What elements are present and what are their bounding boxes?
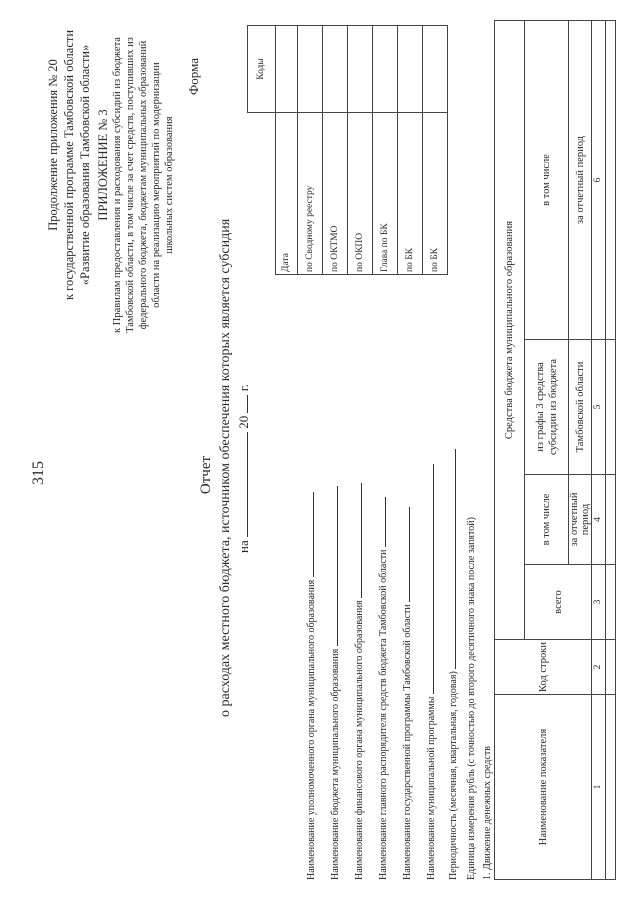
codes-value[interactable]	[323, 26, 348, 113]
field-main-manager: Наименование главного распорядителя средств бюджета Тамбовской области	[378, 300, 389, 880]
date-prefix: на	[236, 540, 251, 553]
col-number: 5	[592, 340, 606, 475]
appendix-line4: ПРИЛОЖЕНИЕ № 3	[96, 109, 110, 221]
appendix-line2: к государственной программе Тамбовской области	[62, 29, 76, 301]
codes-value[interactable]	[398, 26, 423, 113]
field-underline[interactable]	[337, 486, 338, 646]
field-underline[interactable]	[409, 507, 410, 602]
main-table	[494, 20, 616, 880]
codes-row-bk2: по БК	[423, 113, 448, 275]
appendix-line1: Продолжение приложения № 20	[46, 59, 60, 231]
table-row[interactable]	[606, 475, 616, 565]
section-title: 1. Движение денежных средств	[482, 746, 493, 880]
report-title: Отчет	[198, 455, 214, 495]
date-mid: 20	[236, 415, 251, 429]
codes-row-date: Дата	[276, 113, 298, 275]
codes-header: Коды	[248, 26, 276, 113]
codes-value[interactable]	[298, 26, 323, 113]
table-row[interactable]	[606, 340, 616, 475]
field-underline[interactable]	[313, 492, 314, 577]
codes-value[interactable]	[373, 26, 398, 113]
rules-line2: Тамбовской области, в том числе за счет средств, поступивших из	[125, 37, 136, 333]
form-label: Форма	[186, 58, 201, 95]
field-authorized-organ: Наименование уполномоченного органа муниципального образования	[306, 300, 317, 880]
col-number: 6	[592, 21, 606, 340]
field-budget: Наименование бюджета муниципального образования	[330, 300, 341, 880]
col-number: 1	[592, 695, 606, 880]
sub-period-a: за отчетный период	[569, 475, 592, 565]
page-number: 315	[30, 461, 47, 485]
rules-line4: области на реализацию мероприятий по модернизации	[151, 62, 162, 308]
rules-line5: школьных систем образования	[164, 116, 175, 254]
sub-region: Тамбовской области	[569, 340, 592, 475]
field-municipal-program: Наименование муниципальной программы	[426, 300, 437, 880]
field-underline[interactable]	[361, 483, 362, 598]
field-underline[interactable]	[385, 497, 386, 547]
table-row[interactable]	[606, 565, 616, 640]
col-incl-b: в том числе	[525, 21, 569, 340]
field-underline[interactable]	[455, 449, 456, 669]
field-underline[interactable]	[433, 464, 434, 694]
table-row[interactable]	[606, 21, 616, 340]
codes-row-oktmo: по ОКТМО	[323, 113, 348, 275]
col-code: Код строки	[495, 640, 592, 695]
codes-row-glava: Глава по БК	[373, 113, 398, 275]
sub-period-b: за отчетный период	[569, 21, 592, 340]
report-subtitle: о расходах местного бюджета, источником обеспечения которых является субсидия	[218, 218, 233, 717]
col-total: всего	[525, 565, 592, 640]
table-row[interactable]	[606, 695, 616, 880]
field-state-program: Наименование государственной программы Тамбовской области	[402, 300, 413, 880]
table-row[interactable]	[606, 640, 616, 695]
codes-row-registry: по Сводному реестру	[298, 113, 323, 275]
col-from-graf: из графы 3 средства субсидии из бюджета	[525, 340, 569, 475]
group-header: Средства бюджета муниципального образования	[495, 21, 525, 640]
codes-value[interactable]	[348, 26, 373, 113]
codes-row-okpo: по ОКПО	[348, 113, 373, 275]
field-unit: Единица измерения рубль (с точностью до второго десятичного знака после запятой)	[466, 517, 477, 880]
col-number: 3	[592, 565, 606, 640]
appendix-line3: «Развитие образования Тамбовской области»	[78, 44, 92, 286]
col-incl-a: в том числе	[525, 475, 569, 565]
col-name: Наименование показателя	[495, 695, 592, 880]
rules-line1: к Правилам предоставления и расходования субсидий из бюджета	[112, 37, 123, 333]
date-suffix: г.	[236, 384, 251, 392]
codes-spacer	[248, 113, 276, 275]
report-date	[236, 384, 252, 553]
codes-row-bk1: по БК	[398, 113, 423, 275]
field-periodicity: Периодичность (месячная, квартальная, годовая)	[448, 300, 459, 880]
field-finance-organ: Наименование финансового органа муниципального образования	[354, 300, 365, 880]
codes-table	[247, 25, 448, 275]
rules-line3: федерального бюджета, бюджетам муниципальных образований	[138, 40, 149, 330]
codes-value[interactable]	[276, 26, 298, 113]
codes-value[interactable]	[423, 26, 448, 113]
col-number: 4	[592, 475, 606, 565]
col-number: 2	[592, 640, 606, 695]
